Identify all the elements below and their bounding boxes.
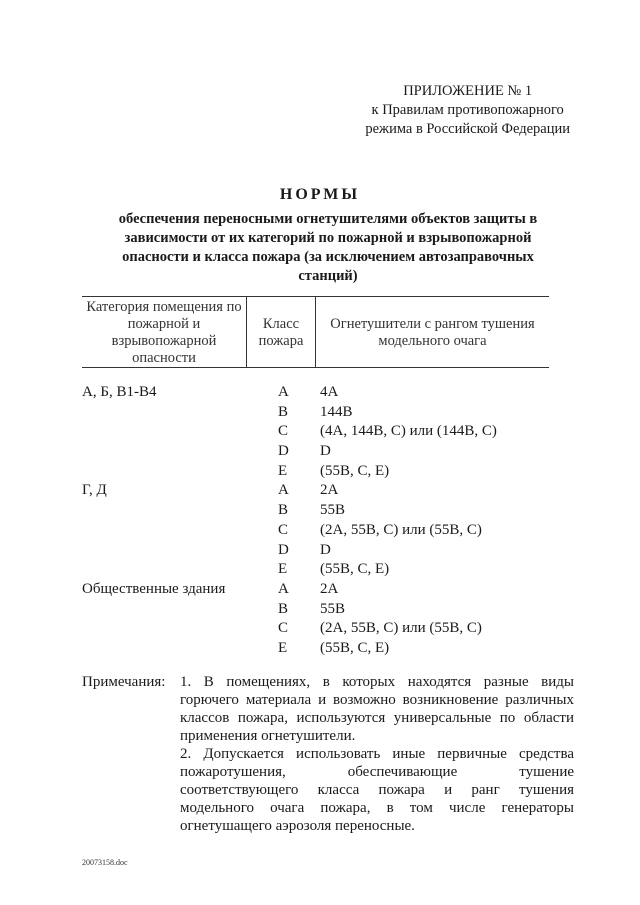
row-category [82, 403, 278, 423]
table-row [82, 600, 562, 620]
row-category [82, 501, 278, 521]
table-row [82, 521, 562, 541]
row-category [82, 422, 278, 442]
row-category [82, 541, 278, 561]
row-extinguisher: 2A [320, 580, 339, 597]
table-row [82, 639, 562, 659]
note-item-2: 2. Допускается использовать иные первичные средства пожаротушения, обеспечивающие тушение соответствующего класса пожара и ранг тушения модельного очага пожара, в том числе генераторы огнетушащего аэрозоля переносные. [180, 746, 574, 834]
row-extinguisher: D [320, 443, 331, 460]
row-extinguisher: 55B [320, 600, 346, 617]
header-class: Класс пожара [247, 297, 316, 367]
row-category [82, 639, 278, 659]
norms-table-header [82, 296, 549, 368]
file-reference: 20073158.doc [82, 858, 128, 867]
row-class: B [278, 502, 289, 519]
header-category: Категория помещения по пожарной и взрывопожарной опасности [82, 297, 247, 367]
row-class: A [278, 384, 289, 400]
document-title: НОРМЫ [279, 186, 361, 203]
table-row [82, 580, 562, 600]
header-extinguishers: Огнетушители с рангом тушения модельного очага [330, 316, 535, 349]
row-category [82, 521, 278, 541]
appendix-ref-line-2: режима в Российской Федерации [365, 121, 570, 137]
row-category: Г, Д [82, 482, 107, 499]
table-row [82, 442, 562, 462]
row-class: D [278, 443, 289, 460]
appendix-ref-line-1: к Правилам противопожарного [371, 102, 564, 118]
row-class: B [278, 403, 289, 420]
row-extinguisher: (55B, C, E) [320, 561, 390, 578]
row-class: A [278, 482, 289, 499]
row-extinguisher: 55B [320, 502, 346, 519]
row-class: E [278, 561, 288, 578]
table-row [82, 422, 562, 442]
table-row [82, 462, 562, 482]
row-category [82, 462, 278, 482]
table-row [82, 383, 562, 403]
row-class: E [278, 639, 288, 656]
document-subtitle: обеспечения переносными огнетушителями объектов защиты в зависимости от их категорий по пожарной и взрывопожарной опасности и класса пожара (за исключением автозаправочных станций) [118, 211, 538, 284]
row-extinguisher: 2A [320, 482, 339, 499]
table-row [82, 541, 562, 561]
notes-body [180, 673, 574, 835]
row-extinguisher: D [320, 541, 331, 558]
table-row [82, 560, 562, 580]
table-row [82, 481, 562, 501]
row-category: А, Б, В1-В4 [82, 384, 157, 400]
row-class: C [278, 620, 289, 637]
row-category: Общественные здания [82, 580, 226, 597]
row-extinguisher: (2A, 55B, C) или (55B, C) [320, 620, 482, 637]
row-class: E [278, 462, 288, 479]
table-header-row [82, 297, 549, 368]
notes-label: Примечания: [82, 674, 166, 690]
row-class: C [278, 423, 289, 440]
row-extinguisher: (4A, 144B, C) или (144B, C) [320, 423, 497, 440]
row-class: A [278, 580, 289, 597]
row-class: D [278, 541, 289, 558]
appendix-header [365, 82, 570, 139]
table-row [82, 403, 562, 423]
appendix-title: ПРИЛОЖЕНИЕ № 1 [403, 83, 533, 99]
row-class: C [278, 521, 289, 538]
row-extinguisher: (2A, 55B, C) или (55B, C) [320, 521, 482, 538]
row-extinguisher: 144B [320, 403, 353, 420]
note-item-1: 1. В помещениях, в которых находятся разные виды горючего материала и возможно возникновение различных классов пожара, используются универсальные по области применения огнетушители. [180, 674, 574, 744]
row-category [82, 619, 278, 639]
row-category [82, 600, 278, 620]
table-row [82, 501, 562, 521]
row-category [82, 560, 278, 580]
table-row [82, 619, 562, 639]
row-extinguisher: (55B, C, E) [320, 462, 390, 479]
notes-section [82, 673, 574, 835]
row-extinguisher: (55B, C, E) [320, 639, 390, 656]
row-class: B [278, 600, 289, 617]
row-category [82, 442, 278, 462]
row-extinguisher: 4A [320, 384, 339, 400]
norms-table-body [82, 383, 562, 659]
